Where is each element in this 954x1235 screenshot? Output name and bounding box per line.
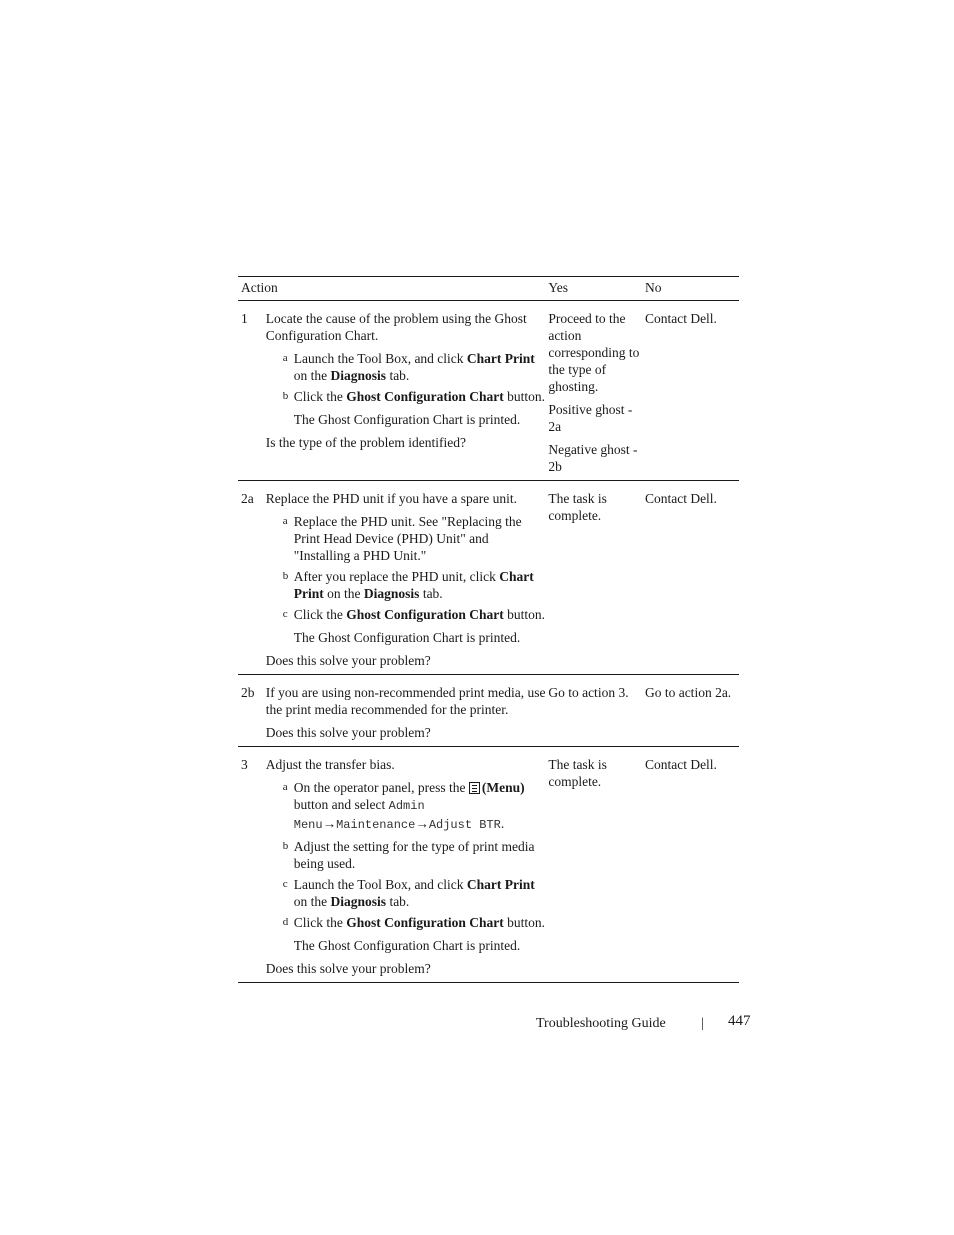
step-d — [266, 914, 549, 931]
yes-cell: The task is complete. — [548, 481, 645, 675]
yes-text: Positive ghost - 2a — [548, 402, 633, 434]
step-letter: b — [282, 390, 289, 402]
step-text: button and select — [293, 797, 389, 812]
ui-term: Chart Print — [466, 351, 535, 366]
row-number: 2a — [238, 481, 266, 675]
question: Is the type of the problem identified? — [265, 435, 466, 450]
step-b — [266, 388, 549, 405]
troubleshooting-table — [238, 276, 739, 983]
ui-term: Ghost Configuration Chart — [346, 389, 504, 404]
no-cell: Contact Dell. — [645, 481, 739, 675]
no-cell: Go to action 2a. — [645, 675, 739, 747]
step-text: button. — [503, 915, 546, 930]
yes-cell: Go to action 3. — [548, 675, 645, 747]
menu-path: Maintenance — [336, 818, 416, 832]
footer-separator: | — [701, 1016, 704, 1031]
step-c — [266, 876, 549, 910]
result-note: The Ghost Configuration Chart is printed. — [293, 938, 521, 953]
step-letter: a — [282, 352, 288, 364]
step-a — [266, 779, 549, 834]
yes-text: Negative ghost - 2b — [548, 442, 638, 474]
footer-section-title: Troubleshooting Guide — [536, 1016, 666, 1031]
action-intro: Adjust the transfer bias. — [265, 757, 395, 772]
row-number: 1 — [238, 301, 266, 481]
step-text: on the — [293, 894, 331, 909]
step-text: . — [500, 816, 505, 831]
step-letter: a — [282, 515, 288, 527]
no-cell: Contact Dell. — [645, 301, 739, 481]
table-header-row — [238, 277, 739, 301]
table-row-1 — [238, 301, 739, 481]
ui-term: Diagnosis — [363, 586, 420, 601]
question: Does this solve your problem? — [265, 653, 431, 668]
ui-term: Chart Print — [466, 877, 535, 892]
arrow-glyph: → — [322, 816, 337, 831]
question: Does this solve your problem? — [265, 961, 431, 976]
menu-button-icon — [469, 782, 480, 794]
step-text: Click the — [293, 607, 347, 622]
header-action: Action — [238, 277, 548, 301]
step-text: tab. — [386, 894, 410, 909]
action-cell — [266, 301, 549, 481]
table-row-3 — [238, 747, 739, 983]
step-letter: a — [282, 781, 288, 793]
step-text: on the — [293, 368, 331, 383]
step-c — [266, 606, 549, 623]
action-intro: Locate the cause of the problem using the Ghost Configuration Chart. — [265, 311, 527, 343]
action-intro: If you are using non-recommended print media, use the print media recommended for the printer. — [265, 685, 546, 717]
row-number: 3 — [238, 747, 266, 983]
step-b — [266, 838, 549, 872]
step-text: tab. — [386, 368, 410, 383]
step-text: Click the — [293, 389, 347, 404]
page-number: 447 — [728, 1013, 751, 1029]
step-text: button. — [503, 389, 546, 404]
step-letter: d — [282, 916, 289, 928]
header-no: No — [645, 277, 739, 301]
step-letter: b — [282, 570, 289, 582]
yes-text: Proceed to the action corresponding to the type of ghosting. — [548, 311, 640, 394]
action-cell — [266, 481, 549, 675]
result-note: The Ghost Configuration Chart is printed. — [293, 412, 521, 427]
result-note: The Ghost Configuration Chart is printed. — [293, 630, 521, 645]
ui-term: Ghost Configuration Chart — [346, 607, 504, 622]
yes-cell: The task is complete. — [548, 747, 645, 983]
menu-path: Adjust BTR — [428, 818, 501, 832]
question: Does this solve your problem? — [265, 725, 431, 740]
ui-term: Diagnosis — [330, 894, 387, 909]
step-text: Launch the Tool Box, and click — [293, 877, 467, 892]
ui-term: Ghost Configuration Chart — [346, 915, 504, 930]
ui-term: Diagnosis — [330, 368, 387, 383]
step-a — [266, 350, 549, 384]
step-b — [266, 568, 549, 602]
step-text: button. — [503, 607, 546, 622]
action-cell — [266, 747, 549, 983]
step-text: Replace the PHD unit. See "Replacing the Print Head Device (PHD) Unit" and "Installing a PHD Unit." — [293, 514, 522, 563]
step-text: tab. — [419, 586, 443, 601]
action-intro: Replace the PHD unit if you have a spare unit. — [265, 491, 517, 506]
step-text: on the — [323, 586, 364, 601]
menu-path: Admin Menu — [293, 799, 425, 832]
yes-cell — [548, 301, 645, 481]
row-number: 2b — [238, 675, 266, 747]
step-text: Launch the Tool Box, and click — [293, 351, 467, 366]
action-cell — [266, 675, 549, 747]
page-footer — [536, 1013, 751, 1032]
table-row-2a — [238, 481, 739, 675]
step-text: After you replace the PHD unit, click — [293, 569, 500, 584]
step-text: Click the — [293, 915, 347, 930]
step-letter: c — [282, 608, 288, 620]
ui-term: (Menu) — [481, 780, 525, 795]
step-text: Adjust the setting for the type of print media being used. — [293, 839, 535, 871]
no-cell: Contact Dell. — [645, 747, 739, 983]
step-text: On the operator panel, press the — [293, 780, 469, 795]
step-letter: b — [282, 840, 289, 852]
step-letter: c — [282, 878, 288, 890]
step-a — [266, 513, 549, 564]
ui-term: Chart Print — [293, 569, 534, 601]
arrow-glyph: → — [415, 816, 429, 831]
table-row-2b — [238, 675, 739, 747]
header-yes: Yes — [548, 277, 645, 301]
